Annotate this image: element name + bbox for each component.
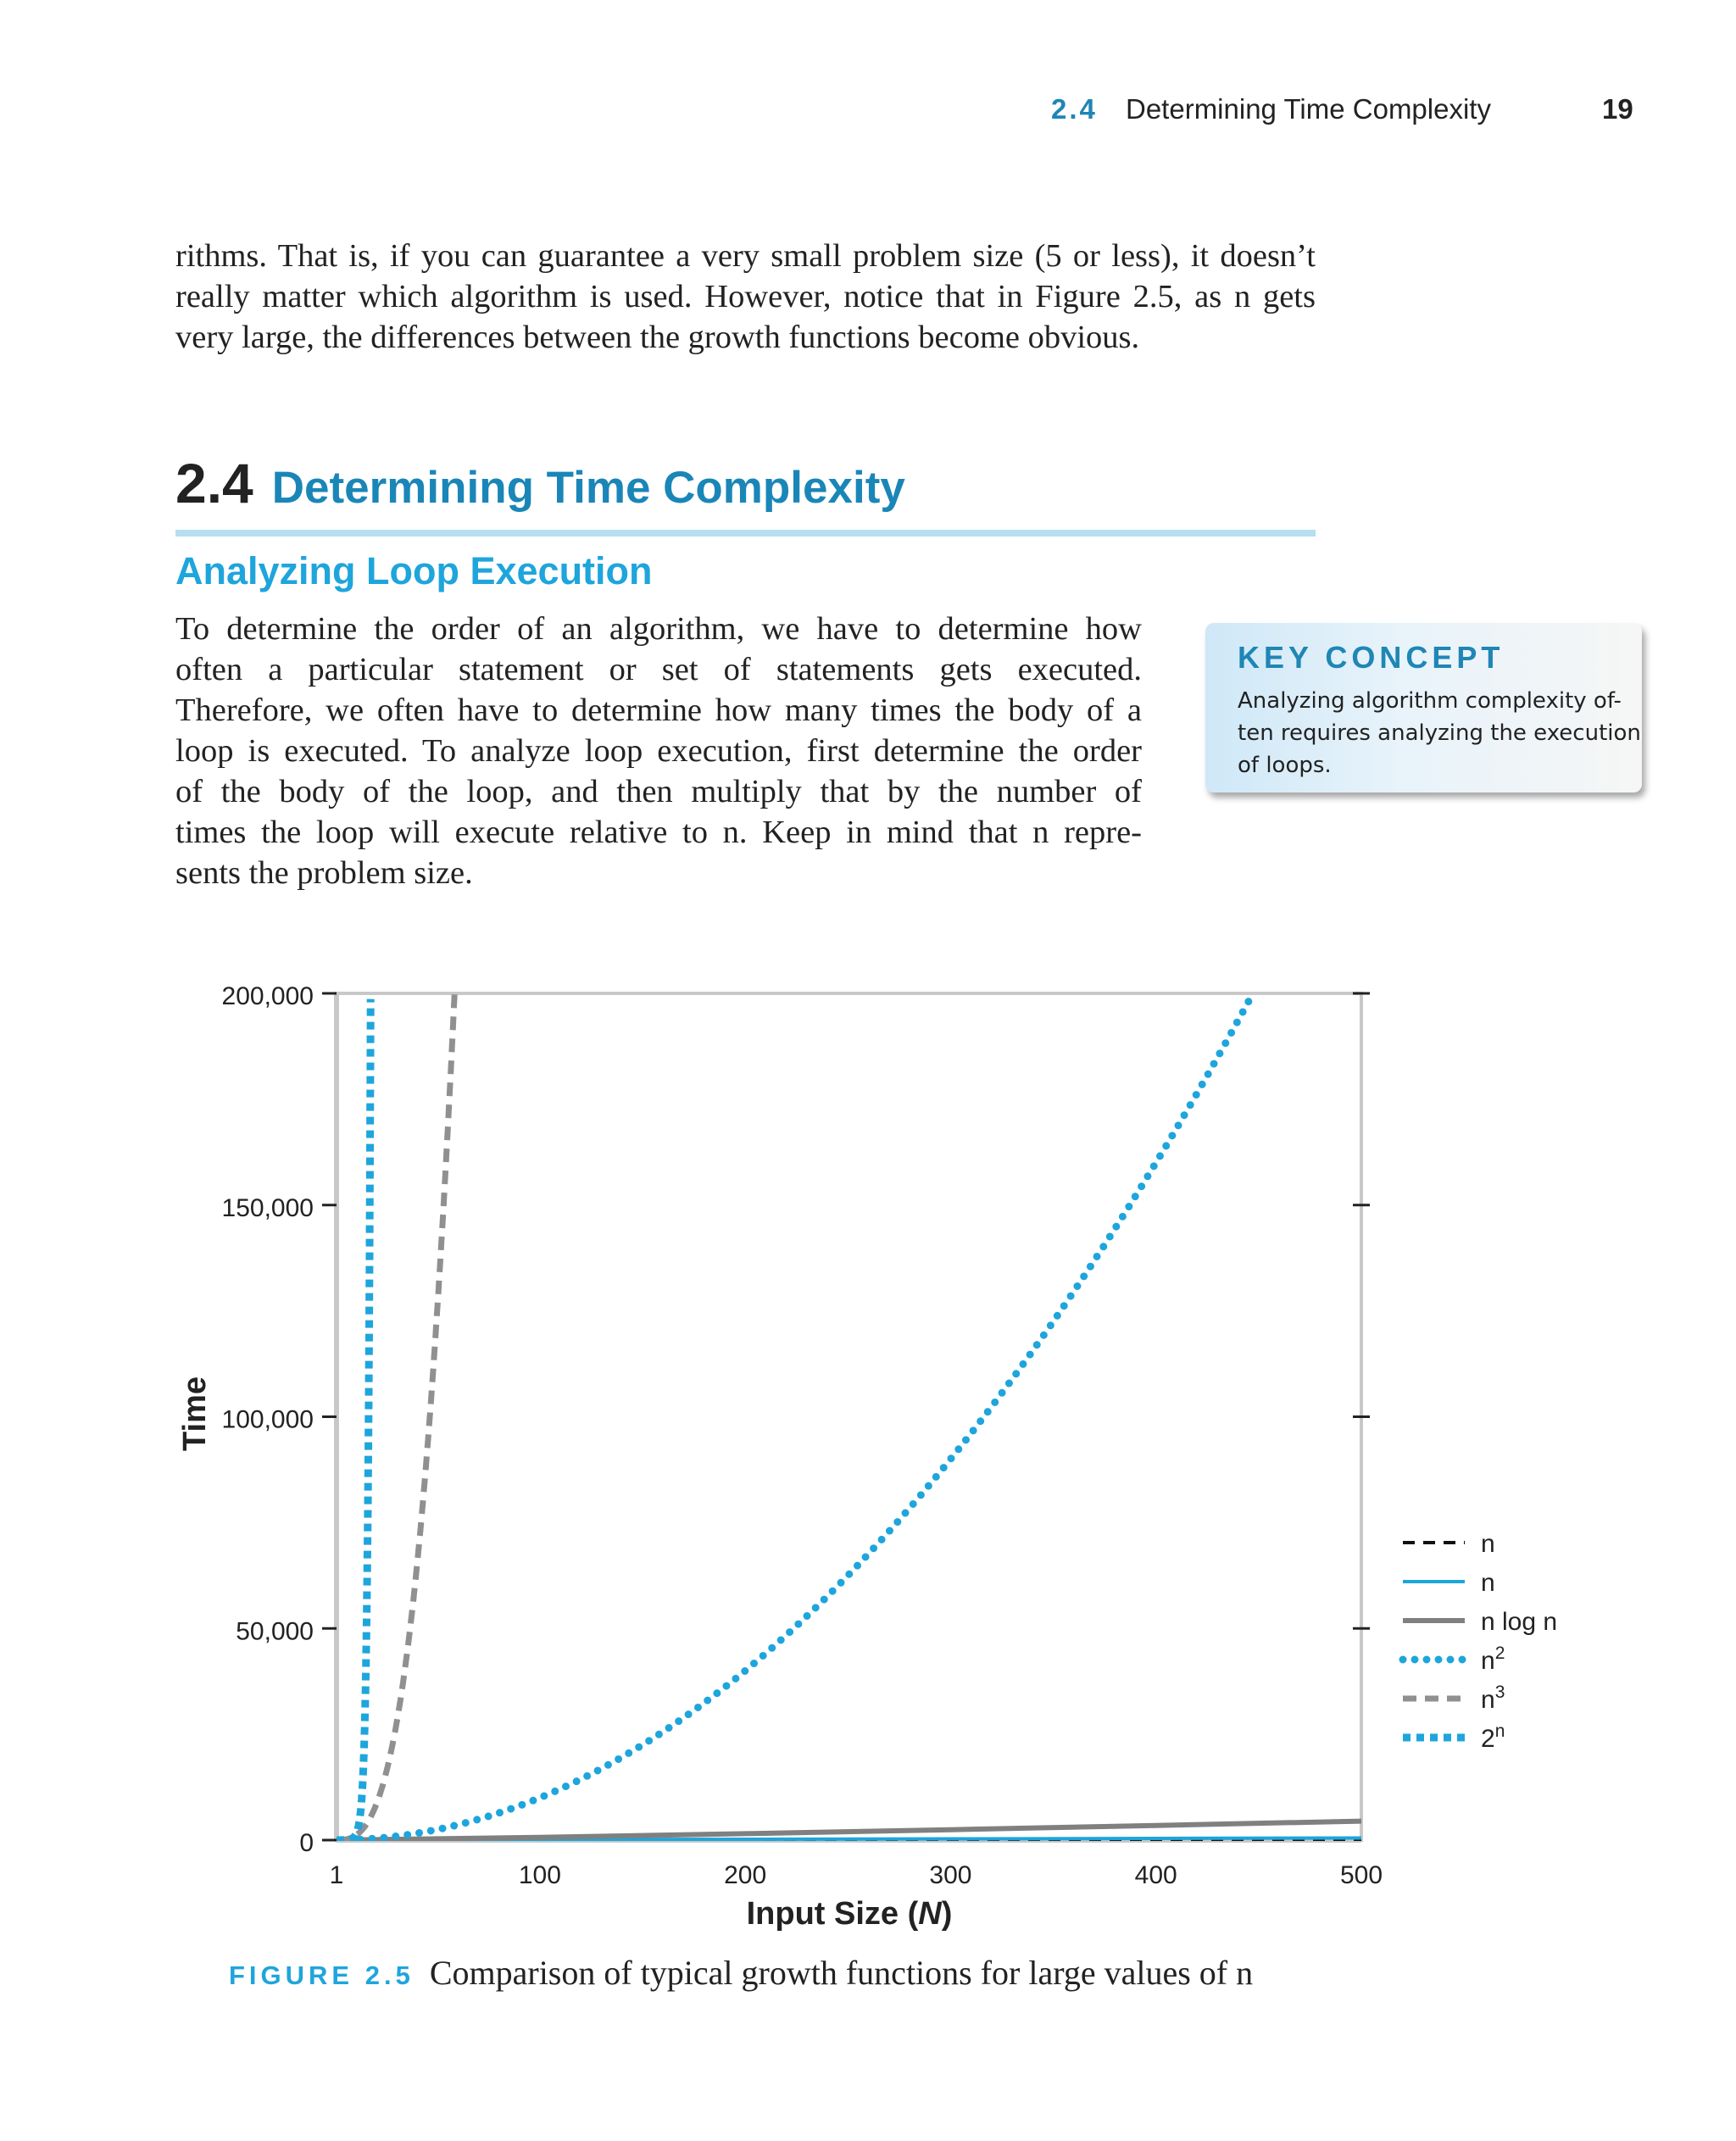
legend-label: n xyxy=(1481,1530,1495,1558)
legend-label: $n^2$ xyxy=(1481,1643,1505,1675)
y-tick-label: 200,000 xyxy=(221,982,314,1010)
x-axis-label-italic: N xyxy=(918,1896,942,1932)
paragraph-line: Therefore, we often have to determine how many times the body of a xyxy=(175,692,1142,728)
intro-line: very large, the differences between the growth functions become obvious. xyxy=(175,320,1140,355)
paragraph-line: of the body of the loop, and then multiply that by the number of xyxy=(175,774,1142,809)
x-tick-label: 1 xyxy=(329,1861,344,1889)
key-concept-line: Analyzing algorithm complexity of- xyxy=(1238,688,1622,714)
x-axis-label-end: ) xyxy=(941,1896,953,1932)
x-tick-label: 300 xyxy=(929,1861,972,1889)
section-title: Determining Time Complexity xyxy=(271,463,905,513)
legend-label: n log n xyxy=(1481,1608,1558,1636)
intro-line: really matter which algorithm is used. However, notice that in Figure 2.5, as n gets xyxy=(175,279,1316,314)
y-axis-label: Time xyxy=(177,1376,213,1452)
paragraph-line: loop is executed. To analyze loop execution, first determine the order xyxy=(175,733,1142,769)
series-layer xyxy=(337,993,1361,1840)
x-axis-label xyxy=(747,1896,953,1932)
running-head-section-number: 2.4 xyxy=(1051,93,1098,125)
y-tick-label: 150,000 xyxy=(221,1193,314,1222)
x-tick-label: 100 xyxy=(518,1861,561,1889)
paragraph-line: To determine the order of an algorithm, we have to determine how xyxy=(175,611,1142,647)
key-concept-title: KEY CONCEPT xyxy=(1238,640,1505,675)
y-tick-label: 100,000 xyxy=(221,1405,314,1434)
plot-frame xyxy=(337,993,1361,1840)
figure-caption-text: Comparison of typical growth functions for large values of n xyxy=(429,1954,1254,1992)
legend-label: $n^3$ xyxy=(1481,1682,1505,1714)
series-line-n3 xyxy=(337,993,454,1840)
x-tick-label: 400 xyxy=(1134,1861,1177,1889)
series-line-n2 xyxy=(337,994,1253,1840)
key-concept-line: of loops. xyxy=(1238,753,1332,778)
running-head-section-title: Determining Time Complexity xyxy=(1126,93,1491,125)
figure-label: FIGURE 2.5 xyxy=(229,1960,415,1990)
figure-caption xyxy=(229,1953,1253,1993)
intro-line: rithms. That is, if you can guarantee a very small problem size (5 or less), it doesn’t xyxy=(175,238,1316,274)
y-tick-label: 50,000 xyxy=(236,1617,314,1646)
page-number: 19 xyxy=(1602,93,1633,125)
series-line-2n xyxy=(337,999,370,1840)
x-axis-label-text: Input Size ( xyxy=(746,1896,919,1932)
legend-label: n xyxy=(1481,1569,1495,1597)
x-tick-label: 200 xyxy=(724,1861,767,1889)
legend-label: 2$^n$ xyxy=(1481,1721,1505,1753)
key-concept-line: ten requires analyzing the execution xyxy=(1238,720,1641,746)
paragraph-line: sents the problem size. xyxy=(175,855,473,891)
subsection-heading: Analyzing Loop Execution xyxy=(175,549,653,592)
y-tick-label: 0 xyxy=(299,1829,314,1857)
paragraph-line: times the loop will execute relative to n. Keep in mind that n repre- xyxy=(175,815,1142,850)
paragraph-line: often a particular statement or set of statements gets executed. xyxy=(175,652,1142,687)
chart-legend xyxy=(1403,1530,1557,1753)
x-tick-label: 500 xyxy=(1339,1861,1383,1889)
x-ticks xyxy=(330,1861,1383,1889)
section-number: 2.4 xyxy=(175,452,253,514)
